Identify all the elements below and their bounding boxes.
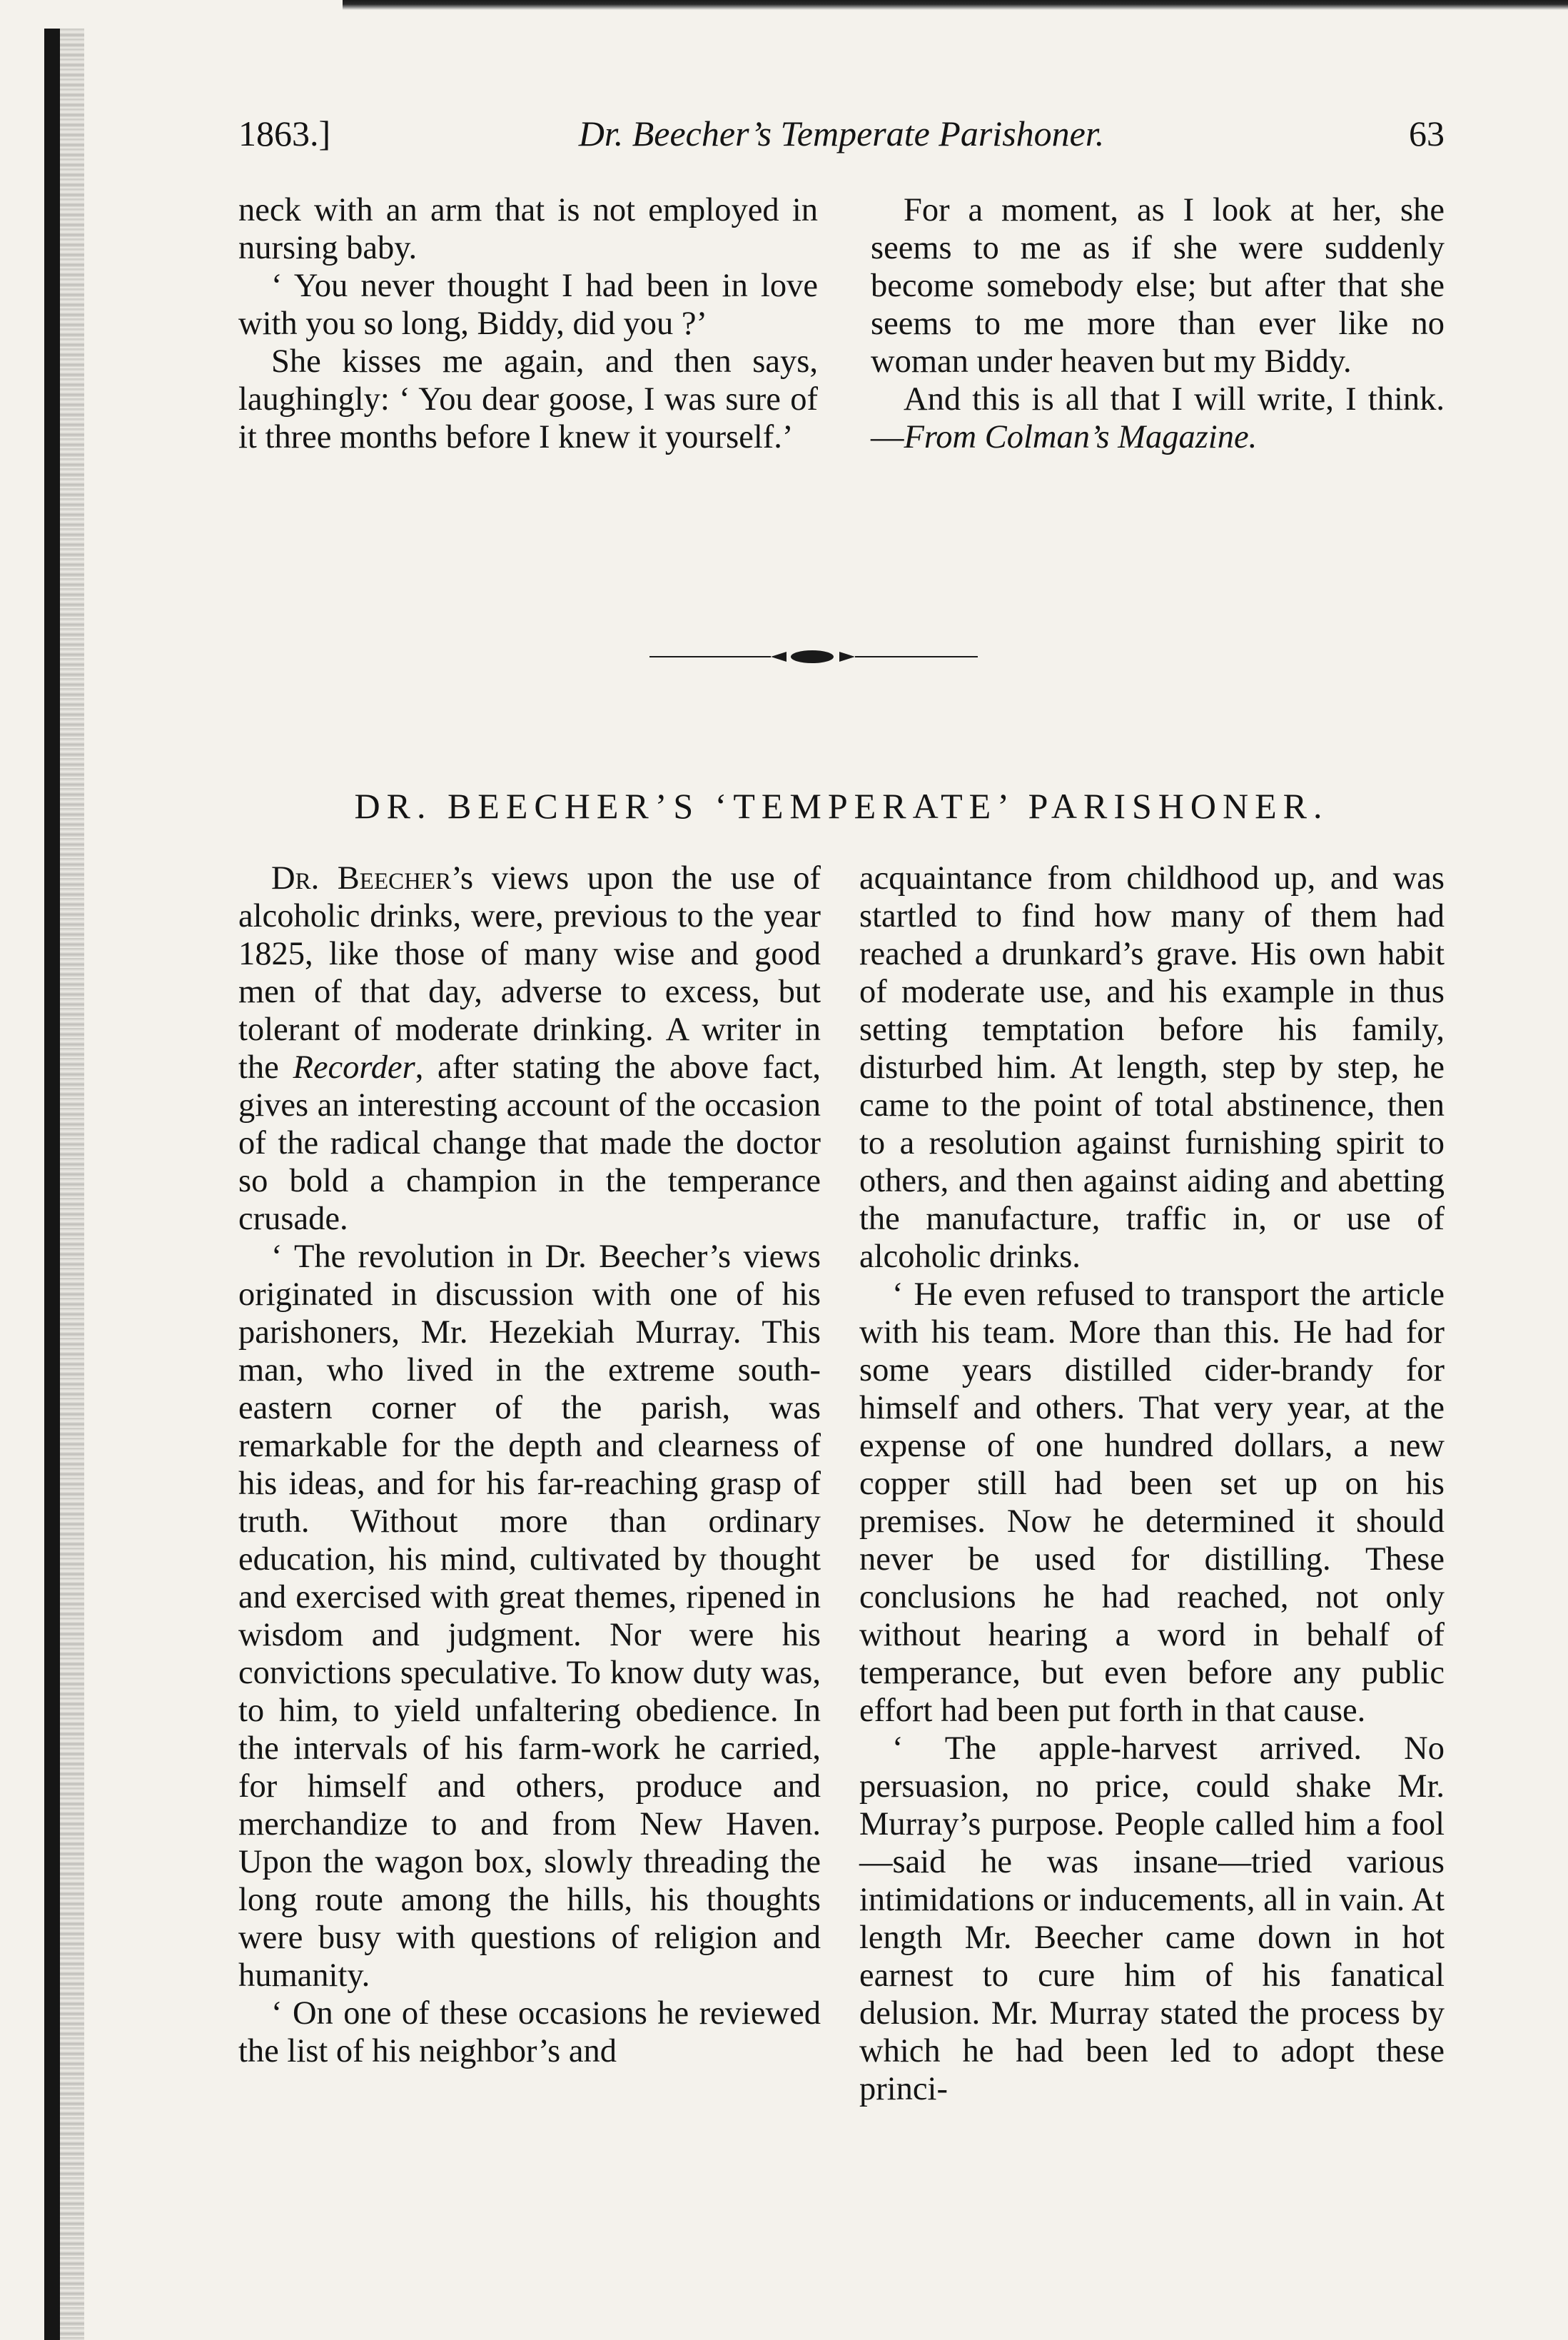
closing-text: And this is all that I will write, I think.—	[871, 381, 1445, 455]
article-column-right	[859, 859, 1445, 2108]
page-stack-fringe	[60, 29, 84, 2340]
lead-words: Dr. Beecher	[271, 860, 452, 897]
paragraph: For a moment, as I look at her, she seems to me as if she were suddenly become somebody else; but after that she seems to me more than ever like no woman under heaven but my Biddy.	[871, 192, 1445, 380]
running-header	[238, 107, 1445, 164]
article-title: DR. BEECHER’S ‘TEMPERATE’ PARISHONER.	[354, 786, 1329, 826]
paragraph: ‘ You never thought I had been in love with you so long, Biddy, did you ?’	[238, 268, 818, 342]
section-divider-ornament	[628, 642, 1013, 671]
paragraph: ‘ On one of these occasions he reviewed the list of his neighbor’s and	[238, 1995, 821, 2069]
previous-article-column-right	[871, 191, 1445, 456]
paragraph: neck with an arm that is not employed in nursing baby.	[238, 192, 818, 266]
paragraph: ‘ The apple-harvest arrived. No persuasion, no price, could shake Mr. Murray’s purpose. People called him a fool—said he was insane—tried various intimidations or inducements, all in vain. At length Mr. Beecher came down in hot earnest to cure him of his fanatical delusion. Mr. Murray stated the process by which he had been led to adopt these princi-	[859, 1730, 1445, 2107]
book-spine-edge	[44, 29, 60, 2340]
paragraph: Dr. Beecher’s views upon the use of alcoholic drinks, were, previous to the year 1825, like those of many wise and good men of that day, adverse to excess, but tolerant of moderate drinking. A writer in the Recorder, after stating the above fact, gives an interesting account of the occasion of the radical change that made the doctor so bold a champion in the temperance crusade.	[238, 860, 821, 1237]
header-running-title: Dr. Beecher’s Temperate Parishoner.	[578, 114, 1105, 153]
previous-article-column-left	[238, 191, 818, 456]
source-citation: From Colman’s Magazine.	[904, 419, 1258, 455]
paragraph: acquaintance from childhood up, and was startled to find how many of them had reached a drunkard’s grave. His own habit of moderate use, and his example in thus setting temptation before his family, disturbed him. At length, step by step, he came to the point of total abstinence, then to a resolution against furnishing spirit to others, and then against aiding and abetting the manufacture, traffic in, or use of alcoholic drinks.	[859, 860, 1445, 1275]
article-column-left	[238, 859, 821, 2070]
header-year: 1863.]	[238, 114, 331, 153]
paragraph: ‘ The revolution in Dr. Beecher’s views originated in discussion with one of his parishoners, Mr. Hezekiah Murray. This man, who lived in the extreme south-eastern corner of the parish, was remarkable for the depth and clearness of his ideas, and for his far-reaching grasp of truth. Without more than ordinary education, his mind, cultivated by thought and exercised with great themes, ripened in wisdom and judgment. Nor were his convictions speculative. To know duty was, to him, to yield unfaltering obedience. In the intervals of his farm-work he carried, for himself and others, produce and merchandize to and from New Haven. Upon the wagon box, slowly threading the long route among the hills, his thoughts were busy with questions of religion and humanity.	[238, 1239, 821, 1994]
publication-name: Recorder	[293, 1049, 415, 1086]
page-number: 63	[1409, 114, 1445, 153]
paragraph	[871, 380, 1445, 456]
scan-edge-top	[343, 0, 1568, 10]
paragraph: ‘ He even refused to transport the article with his team. More than this. He had for some years distilled cider-brandy for himself and others. That very year, at the expense of one hundred dollars, a new copper still had been set up on his premises. Now he determined it should never be used for distilling. These conclusions he had reached, not only without hearing a word in behalf of temperance, but even before any public effort had been put forth in that cause.	[859, 1276, 1445, 1729]
paragraph: She kisses me again, and then says, laughingly: ‘ You dear goose, I was sure of it three months before I knew it yourself.’	[238, 343, 818, 455]
